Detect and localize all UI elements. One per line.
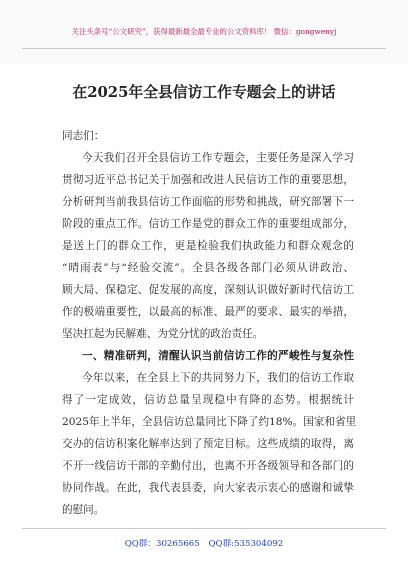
- paragraph-2-line-1: 今年以来，在全县上下的共同努力下，我们的信访工作取: [82, 372, 354, 384]
- paragraph-1-line-7: 顾大局、保稳定、促发展的高度，深刻认识做好新时代信访工: [62, 284, 354, 296]
- paragraph-1-line-2: 贯彻习近平总书记关于加强和改进人民信访工作的重要思想，: [62, 174, 354, 186]
- footer-qq-group-2: QQ群:535304092: [208, 539, 284, 549]
- paragraph-2-line-4: 交办的信访积案化解率达到了预定目标。这些成绩的取得，离: [62, 438, 354, 450]
- paragraph-2-line-6: 协同作战。在此，我代表县委，向大家表示衷心的感谢和诚挚: [62, 482, 354, 494]
- paragraph-1-line-8: 作的极端重要性，以最高的标准、最严的要求、最实的举措，: [62, 306, 354, 318]
- paragraph-2-line-3: 2025年上半年，全县信访总量同比下降了约18%。国家和省里: [62, 416, 357, 428]
- paragraph-2-line-5: 不开一线信访干部的辛勤付出，也离不开各级领导和各部门的: [62, 460, 354, 472]
- paragraph-2-line-7: 的慰问。: [62, 504, 105, 516]
- footer-divider: [22, 528, 386, 529]
- paragraph-1-line-6: “晴雨表”与“经验交流”。全县各级各部门必须从讲政治、: [62, 262, 354, 274]
- footer-qq-group-1: QQ群：30265665: [124, 539, 200, 549]
- paragraph-1-line-5: 是送上门的群众工作，更是检验我们执政能力和群众观念的: [62, 240, 354, 252]
- paragraph-1-line-3: 分析研判当前我县信访工作面临的形势和挑战，研究部署下一: [62, 196, 354, 208]
- footer-contact: [0, 538, 408, 550]
- paragraph-1-line-9: 坚决扛起为民解难、为党分忧的政治责任。: [62, 328, 264, 340]
- document-title: 在2025年全县信访工作专题会上的讲话: [72, 84, 336, 101]
- section-heading-1: 一、精准研判，清醒认识当前信访工作的严峻性与复杂性: [82, 350, 354, 362]
- salutation: 同志们：: [62, 130, 105, 142]
- paragraph-1-line-1: 今天我们召开全县信访工作专题会，主要任务是深入学习: [82, 152, 354, 164]
- paragraph-2-line-2: 得了一定成效，信访总量呈现稳中有降的态势。根据统计: [62, 394, 354, 406]
- paragraph-1-line-4: 阶段的重点工作。信访工作是党的群众工作的重要组成部分，: [62, 218, 354, 230]
- promo-header-note: 关注头条号“公文研究”，获得最新最全最专业的公文资料库！ 微信：gongwenyj: [71, 27, 337, 36]
